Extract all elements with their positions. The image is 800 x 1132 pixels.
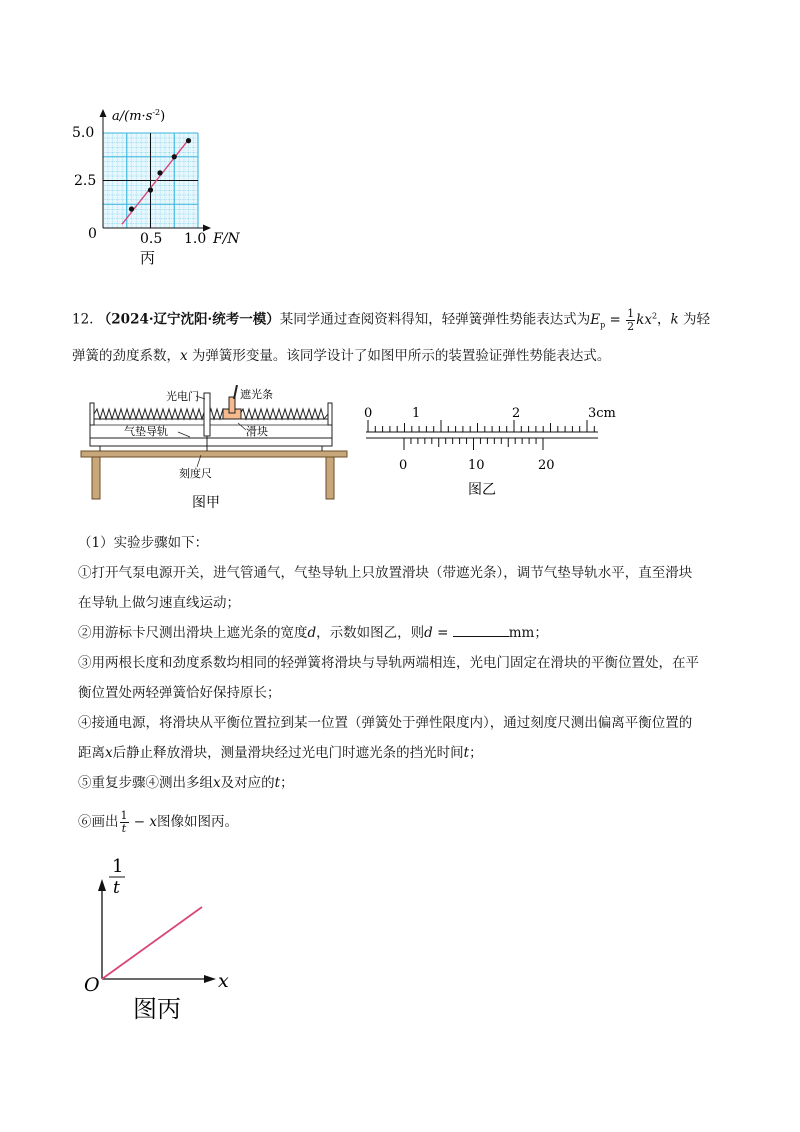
data-point <box>157 170 162 175</box>
table-leg-left <box>92 457 100 499</box>
x-axis-label: F/N <box>213 231 240 247</box>
data-point <box>186 138 191 143</box>
figure-yi-caption: 图乙 <box>468 482 496 498</box>
figure-jia <box>78 385 353 515</box>
step-3-line-2: 衡位置处两轻弹簧恰好保持原长； <box>78 685 281 701</box>
graph-y-arrow-icon <box>98 879 106 891</box>
step-2: ②用游标卡尺测出滑块上遮光条的宽度d，示数如图乙，则d = mm； <box>78 622 548 644</box>
x-tick-label: 0.5 <box>140 231 163 247</box>
graph-x-label: x <box>218 970 229 992</box>
y-tick-label: 5.0 <box>72 125 95 141</box>
question-number: 12. <box>72 311 94 328</box>
graph-line <box>102 907 202 979</box>
answer-blank[interactable] <box>453 622 509 637</box>
step-3-line-1: ③用两根长度和劲度系数均相同的轻弹簧将滑块与导轨两端相连，光电门固定在滑块的平衡位置处，在平 <box>78 655 699 671</box>
spring-right <box>240 409 328 419</box>
step-5: ⑤重复步骤④测出多组x及对应的t； <box>78 775 294 791</box>
question-line-2: 弹簧的劲度系数，x 为弹簧形变量。该同学设计了如图甲所示的装置验证弹性势能表达式。 <box>72 348 611 364</box>
main-scale-label: 3cm <box>588 406 616 421</box>
step-1-line-1: ①打开气泵电源开关，进气管通气，气垫导轨上只放置滑块（带遮光条），调节气垫导轨水平，直至滑块 <box>78 565 693 581</box>
graph-origin-label: O <box>84 974 100 996</box>
data-point <box>129 206 134 211</box>
data-point <box>148 187 153 192</box>
question-line-1: 12. （2024·辽宁沈阳·统考一模）某同学通过查阅资料得知，轻弹簧弹性势能表达式为$E_p$ = $\frac{1}{2}$ $kx^2$，k 为轻 <box>72 306 711 333</box>
chart-caption: 丙 <box>140 249 156 265</box>
graph-bing <box>78 855 248 1025</box>
vernier-label: 10 <box>468 458 485 473</box>
figure-jia-caption: 图甲 <box>192 495 220 511</box>
step-1-line-2: 在导轨上做匀速直线运动； <box>78 595 240 611</box>
var-x: x <box>180 348 188 364</box>
x-tick-label: 1.0 <box>184 231 207 247</box>
y-axis-label: $a/(m\cdot s^{-2})$ <box>112 108 166 124</box>
photogate <box>204 393 210 436</box>
fraction-one-over-t: $\frac{1}{t}$ <box>120 809 128 835</box>
label-photogate: 光电门 <box>166 390 199 403</box>
step-4-line-1: ④接通电源，将滑块从平衡位置拉到某一位置（弹簧处于弹性限度内），通过刻度尺测出偏离平衡位置的 <box>78 715 693 731</box>
var-k: k <box>670 311 679 328</box>
y-tick-label: 0 <box>88 226 97 242</box>
question-text: 某同学通过查阅资料得知，轻弹簧弹性势能表达式为 <box>279 311 591 328</box>
main-scale-label: 0 <box>364 406 373 421</box>
label-ruler: 刻度尺 <box>179 467 212 480</box>
table-leg-right <box>326 457 334 499</box>
label-light-strip: 遮光条 <box>240 388 273 401</box>
main-scale-label: 1 <box>412 406 421 421</box>
y-axis-arrow-icon <box>100 109 107 117</box>
label-air-track: 气垫导轨 <box>124 425 168 438</box>
step-4-line-2: 距离x后静止释放滑块，测量滑块经过光电门时遮光条的挡光时间t； <box>78 745 483 761</box>
data-point <box>172 154 177 159</box>
graph-caption: 图丙 <box>133 995 181 1023</box>
formula-ep: $E_p$ = $\frac{1}{2}$ $kx^2$ <box>590 306 658 333</box>
light-strip <box>229 397 235 413</box>
y-tick-label: 2.5 <box>74 173 97 189</box>
main-scale-label: 2 <box>512 406 521 421</box>
table-top <box>81 451 347 457</box>
graph-y-label-num: 1 <box>112 856 124 877</box>
vernier-label: 0 <box>399 458 408 473</box>
vernier-label: 20 <box>538 458 555 473</box>
question-source: （2024·辽宁沈阳·统考一模） <box>97 311 280 328</box>
figure-yi <box>360 400 620 505</box>
step-6: ⑥画出 $\frac{1}{t}$ − x图像如图丙。 <box>78 809 239 835</box>
label-slider: 滑块 <box>246 425 268 438</box>
chart-bing <box>60 105 260 265</box>
steps-intro: （1）实验步骤如下： <box>78 535 209 551</box>
graph-x-arrow-icon <box>204 975 216 983</box>
graph-y-label-den: t <box>113 878 120 898</box>
